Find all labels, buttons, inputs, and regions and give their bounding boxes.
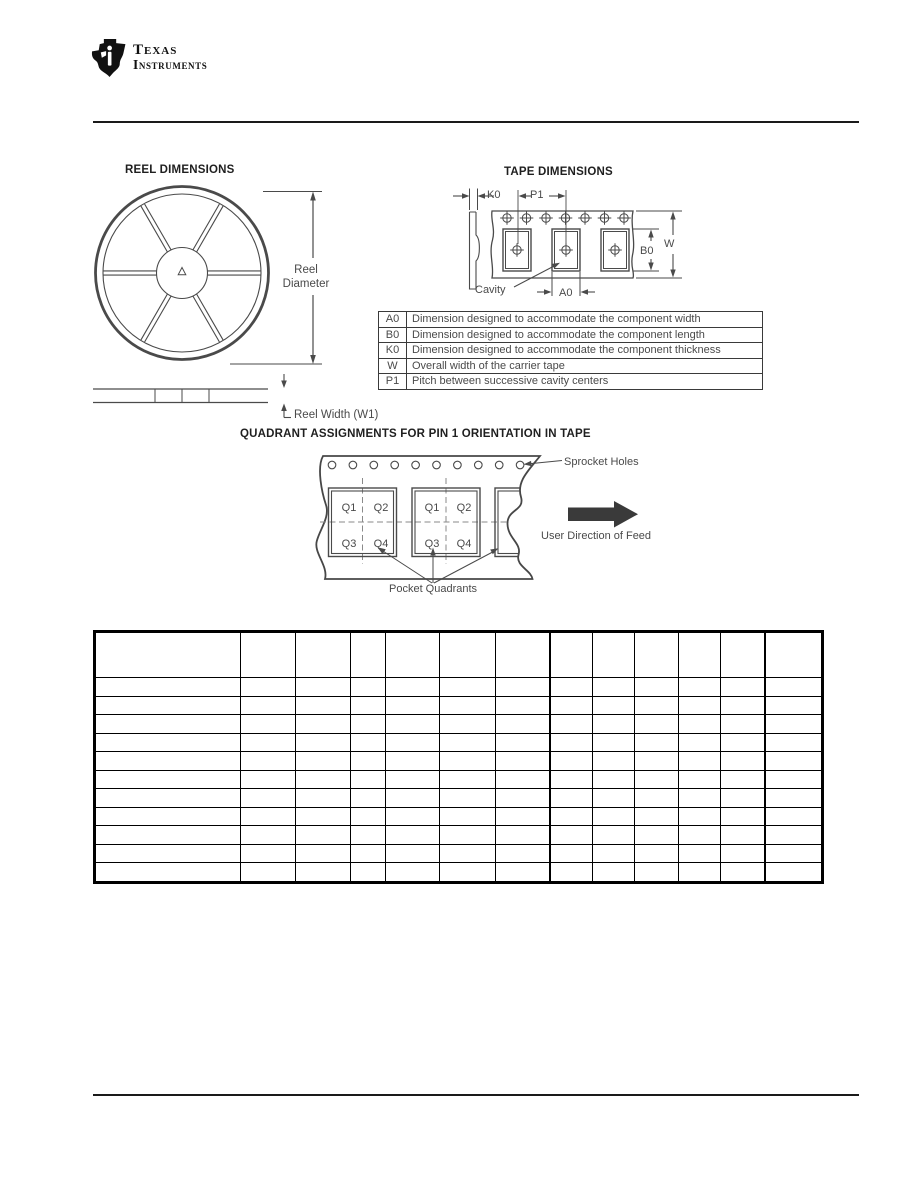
tape-dimensions-title: TAPE DIMENSIONS: [504, 166, 613, 178]
spec-cell: [679, 696, 721, 715]
spec-cell: [550, 715, 593, 734]
spec-cell: [95, 696, 241, 715]
spec-cell: [593, 770, 635, 789]
spec-cell: [440, 770, 496, 789]
pocket1-q2-label: Q2: [373, 502, 389, 514]
spec-cell: [635, 789, 679, 808]
spec-cell: [496, 807, 550, 826]
spec-cell: [351, 678, 386, 697]
spec-header-cell: [550, 632, 593, 678]
spec-cell: [721, 826, 765, 845]
spec-cell: [550, 696, 593, 715]
spec-cell: [679, 678, 721, 697]
spec-cell: [679, 807, 721, 826]
spec-cell: [496, 733, 550, 752]
spec-header-cell: [496, 632, 550, 678]
spec-cell: [386, 733, 440, 752]
spec-cell: [95, 789, 241, 808]
spec-cell: [496, 752, 550, 771]
spec-cell: [296, 752, 351, 771]
spec-cell: [496, 715, 550, 734]
footer-rule: [93, 1094, 859, 1096]
header-rule: [93, 121, 859, 123]
spec-header-cell: [679, 632, 721, 678]
spec-cell: [550, 678, 593, 697]
spec-cell: [765, 696, 823, 715]
spec-cell: [296, 715, 351, 734]
feed-direction-label: User Direction of Feed: [541, 530, 652, 542]
spec-cell: [496, 770, 550, 789]
spec-cell: [679, 733, 721, 752]
spec-cell: [386, 844, 440, 863]
spec-table: [93, 630, 824, 884]
spec-cell: [440, 715, 496, 734]
spec-cell: [593, 826, 635, 845]
cavity-label: Cavity: [475, 284, 506, 296]
quadrant-diagram: [300, 445, 700, 610]
spec-cell: [550, 752, 593, 771]
spec-cell: [95, 715, 241, 734]
spec-cell: [386, 789, 440, 808]
spec-cell: [635, 863, 679, 883]
spec-cell: [593, 807, 635, 826]
spec-cell: [765, 770, 823, 789]
p1-label: P1: [530, 189, 544, 201]
spec-cell: [550, 807, 593, 826]
pocket-quadrants-label: Pocket Quadrants: [389, 583, 478, 595]
spec-cell: [95, 826, 241, 845]
spec-cell: [95, 807, 241, 826]
spec-cell: [440, 696, 496, 715]
b0-label: B0: [640, 245, 654, 257]
spec-cell: [351, 807, 386, 826]
spec-cell: [386, 678, 440, 697]
spec-cell: [765, 826, 823, 845]
tape-dimension-definitions: [378, 311, 763, 390]
logo-line1: Texas: [133, 42, 178, 58]
spec-cell: [721, 863, 765, 883]
spec-cell: [635, 844, 679, 863]
spec-cell: [550, 733, 593, 752]
spec-cell: [496, 844, 550, 863]
spec-cell: [440, 678, 496, 697]
spec-cell: [679, 715, 721, 734]
spec-cell: [765, 863, 823, 883]
quadrant-title: QUADRANT ASSIGNMENTS FOR PIN 1 ORIENTATION IN TAPE: [240, 428, 591, 440]
spec-cell: [440, 733, 496, 752]
feed-direction-arrow: [568, 501, 638, 528]
spec-cell: [593, 789, 635, 808]
k0-label: K0: [487, 189, 501, 201]
spec-cell: [721, 696, 765, 715]
spec-cell: [241, 844, 296, 863]
pocket2-q3-label: Q3: [424, 538, 440, 550]
spec-cell: [440, 863, 496, 883]
spec-cell: [496, 789, 550, 808]
spec-cell: [765, 844, 823, 863]
spec-cell: [241, 863, 296, 883]
spec-header-cell: [635, 632, 679, 678]
spec-cell: [95, 678, 241, 697]
spec-cell: [679, 844, 721, 863]
spec-cell: [635, 826, 679, 845]
spec-cell: [635, 715, 679, 734]
spec-cell: [351, 844, 386, 863]
spec-cell: [721, 807, 765, 826]
spec-cell: [721, 733, 765, 752]
spec-header-cell: [765, 632, 823, 678]
spec-header-cell: [386, 632, 440, 678]
spec-cell: [440, 844, 496, 863]
spec-cell: [635, 807, 679, 826]
spec-header-cell: [593, 632, 635, 678]
spec-cell: [386, 807, 440, 826]
sprocket-holes-label: Sprocket Holes: [564, 456, 639, 468]
spec-cell: [95, 863, 241, 883]
spec-cell: [765, 752, 823, 771]
spec-cell: [386, 826, 440, 845]
spec-cell: [593, 844, 635, 863]
spec-cell: [550, 789, 593, 808]
spec-cell: [351, 696, 386, 715]
spec-cell: [296, 678, 351, 697]
spec-cell: [593, 696, 635, 715]
spec-cell: [241, 733, 296, 752]
spec-cell: [296, 770, 351, 789]
spec-cell: [296, 807, 351, 826]
spec-cell: [296, 789, 351, 808]
spec-cell: [721, 752, 765, 771]
spec-cell: [241, 770, 296, 789]
spec-cell: [386, 863, 440, 883]
spec-cell: [679, 863, 721, 883]
spec-cell: [440, 752, 496, 771]
spec-header-cell: [95, 632, 241, 678]
spec-cell: [496, 696, 550, 715]
spec-cell: [386, 752, 440, 771]
pocket2-q1-label: Q1: [424, 502, 440, 514]
reel-diagram: [85, 175, 405, 430]
spec-cell: [679, 752, 721, 771]
spec-cell: [679, 789, 721, 808]
spec-cell: [241, 752, 296, 771]
spec-cell: [550, 770, 593, 789]
definition-term: A0: [379, 312, 407, 328]
spec-cell: [95, 733, 241, 752]
spec-cell: [593, 715, 635, 734]
spec-cell: [351, 863, 386, 883]
spec-cell: [721, 715, 765, 734]
spec-cell: [296, 844, 351, 863]
spec-cell: [765, 678, 823, 697]
spec-cell: [241, 696, 296, 715]
spec-header-cell: [296, 632, 351, 678]
spec-cell: [386, 770, 440, 789]
ti-logo-icon: [91, 39, 127, 77]
spec-cell: [635, 770, 679, 789]
spec-cell: [550, 844, 593, 863]
reel-dimensions-title: REEL DIMENSIONS: [125, 164, 235, 176]
spec-cell: [241, 678, 296, 697]
spec-cell: [635, 733, 679, 752]
spec-cell: [440, 826, 496, 845]
spec-cell: [351, 770, 386, 789]
pocket2-q2-label: Q2: [456, 502, 472, 514]
spec-cell: [496, 826, 550, 845]
spec-header-cell: [721, 632, 765, 678]
spec-cell: [593, 733, 635, 752]
spec-cell: [635, 696, 679, 715]
spec-cell: [386, 715, 440, 734]
spec-cell: [351, 752, 386, 771]
spec-cell: [241, 715, 296, 734]
spec-cell: [721, 770, 765, 789]
definition-term: K0: [379, 343, 407, 359]
spec-cell: [765, 733, 823, 752]
spec-cell: [296, 826, 351, 845]
spec-cell: [95, 844, 241, 863]
definition-term: W: [379, 358, 407, 374]
spec-header-cell: [351, 632, 386, 678]
spec-cell: [496, 863, 550, 883]
spec-cell: [679, 770, 721, 789]
definition-text: Overall width of the carrier tape: [407, 358, 763, 374]
spec-header-cell: [241, 632, 296, 678]
spec-cell: [765, 807, 823, 826]
pocket1-q1-label: Q1: [341, 502, 357, 514]
spec-cell: [296, 863, 351, 883]
spec-cell: [241, 826, 296, 845]
spec-cell: [351, 715, 386, 734]
logo-line2: Instruments: [133, 57, 208, 72]
definition-text: Dimension designed to accommodate the component thickness: [407, 343, 763, 359]
spec-cell: [241, 807, 296, 826]
spec-cell: [765, 789, 823, 808]
spec-cell: [721, 789, 765, 808]
spec-cell: [296, 733, 351, 752]
spec-cell: [95, 770, 241, 789]
pocket2-q4-label: Q4: [456, 538, 472, 550]
spec-cell: [593, 678, 635, 697]
definition-text: Dimension designed to accommodate the component length: [407, 327, 763, 343]
spec-cell: [296, 696, 351, 715]
spec-cell: [593, 752, 635, 771]
spec-cell: [241, 789, 296, 808]
spec-cell: [550, 826, 593, 845]
spec-cell: [351, 826, 386, 845]
ti-logo-wordmark: [133, 43, 207, 72]
spec-cell: [635, 678, 679, 697]
a0-label: A0: [559, 287, 573, 299]
spec-cell: [721, 844, 765, 863]
spec-cell: [593, 863, 635, 883]
spec-cell: [721, 678, 765, 697]
reel-width-label: Reel Width (W1): [294, 409, 379, 421]
spec-cell: [440, 789, 496, 808]
definition-term: B0: [379, 327, 407, 343]
spec-cell: [496, 678, 550, 697]
spec-cell: [765, 715, 823, 734]
definition-text: Pitch between successive cavity centers: [407, 374, 763, 390]
definition-term: P1: [379, 374, 407, 390]
spec-cell: [95, 752, 241, 771]
spec-cell: [386, 696, 440, 715]
spec-cell: [550, 863, 593, 883]
pocket1-q4-label: Q4: [373, 538, 389, 550]
spec-cell: [679, 826, 721, 845]
definition-text: Dimension designed to accommodate the component width: [407, 312, 763, 328]
pocket1-q3-label: Q3: [341, 538, 357, 550]
spec-header-cell: [440, 632, 496, 678]
w-label: W: [664, 238, 675, 250]
spec-cell: [440, 807, 496, 826]
spec-cell: [351, 733, 386, 752]
reel-diameter-label: Reel Diameter: [282, 264, 330, 290]
spec-cell: [351, 789, 386, 808]
spec-cell: [635, 752, 679, 771]
